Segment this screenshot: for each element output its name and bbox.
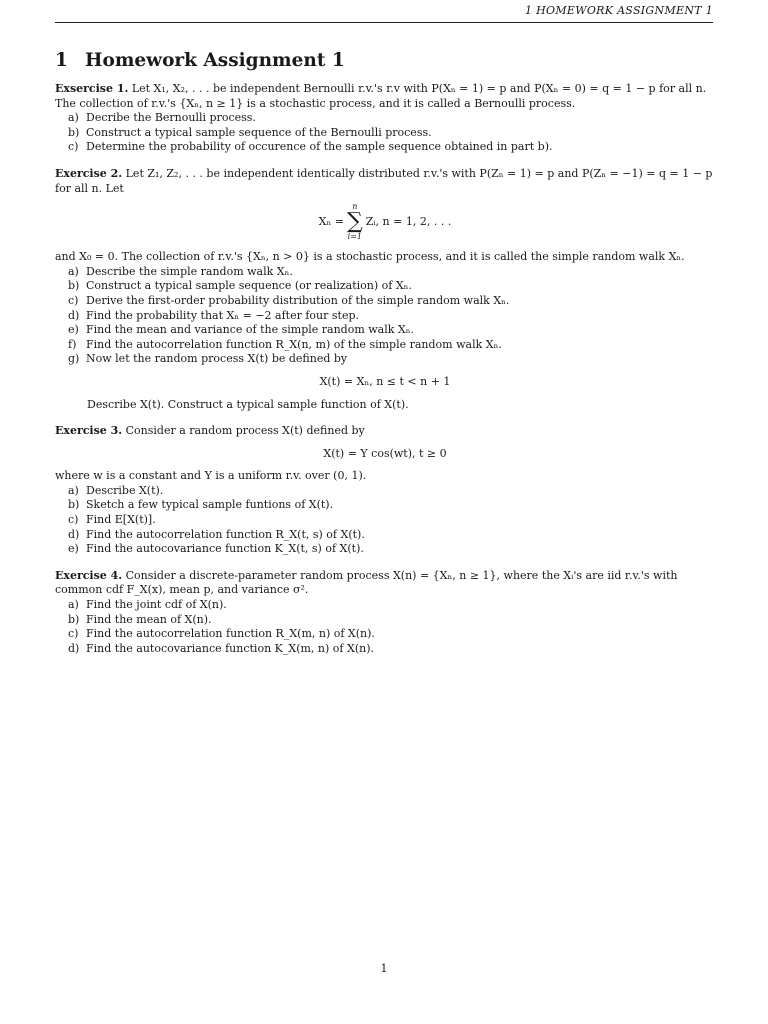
item-label: f) — [68, 337, 77, 351]
random-walk-equation — [55, 202, 715, 242]
exercise-1-label: Exsercise 1. — [55, 82, 129, 95]
exercise-4-text: Consider a discrete-parameter random process X(n) = {Xₙ, n ≥ 1}, where the Xᵢ's are iid r.v.'s with common cdf F_X(x), mean p, and variance σ². — [55, 568, 678, 597]
equation-rhs: Zᵢ, n = 1, 2, . . . — [365, 214, 452, 228]
running-header: 1 HOMEWORK ASSIGNMENT 1 — [55, 4, 713, 23]
item-label: e) — [68, 323, 79, 337]
exercise-4 — [55, 569, 715, 657]
list-item — [55, 642, 715, 657]
item-label: b) — [68, 612, 80, 626]
item-text: Find the joint cdf of X(n). — [86, 598, 227, 612]
item-label: a) — [68, 111, 79, 125]
item-text: Find the autocorrelation function R_X(n, m) of the simple random walk Xₙ. — [86, 337, 502, 351]
exercise-1 — [55, 82, 715, 155]
item-label: a) — [68, 264, 79, 278]
exercise-1-text: Let X₁, X₂, . . . be independent Bernoulli r.v.'s r.v with P(Xₙ = 1) = p and P(Xₙ = 0) = q = 1 − p for all n. The collection of r.v.'s {Xₙ, n ≥ 1} is a stochastic process, and it is called a Bernoulli process. — [55, 82, 707, 110]
section-title-text: Homework Assignment 1 — [85, 50, 345, 71]
exercise-2-label: Exercise 2. — [55, 166, 123, 180]
list-item — [55, 126, 715, 141]
exercise-2-intro — [55, 167, 715, 196]
item-text: Find the autocovariance function K_X(m, n) of X(n). — [86, 641, 374, 655]
list-item — [55, 542, 715, 557]
process-definition-equation: X(t) = Xₙ, n ≤ t < n + 1 — [319, 374, 451, 388]
exercise-2-after-text: and X₀ = 0. The collection of r.v.'s {Xₙ, n > 0} is a stochastic process, and it is called the simple random walk Xₙ. — [55, 250, 685, 264]
item-g-description: Describe X(t). Construct a typical sample function of X(t). — [87, 397, 409, 411]
section-number: 1 — [55, 50, 68, 71]
summation-upper-limit: n — [352, 202, 358, 212]
equation-lhs: Xₙ = — [318, 214, 344, 228]
item-text: Find the mean of X(n). — [86, 612, 212, 626]
exercise-3-intro — [55, 424, 715, 439]
list-item — [55, 528, 715, 543]
sigma-glyph: ∑ — [346, 209, 363, 235]
item-label: d) — [68, 641, 80, 655]
item-text: Find the autocorrelation function R_X(t, s) of X(t). — [86, 527, 365, 541]
exercise-2-text: Let Z₁, Z₂, . . . be independent identically distributed r.v.'s with P(Zₙ = 1) = p and P(Zₙ = −1) = q = 1 − p for all n. Let — [55, 166, 713, 195]
item-label: d) — [68, 527, 80, 541]
item-text: Describe the simple random walk Xₙ. — [86, 264, 293, 278]
item-label: b) — [68, 279, 80, 293]
item-label: d) — [68, 308, 80, 322]
list-item — [55, 613, 715, 628]
item-text: Find the mean and variance of the simple random walk Xₙ. — [86, 323, 414, 337]
list-item — [55, 352, 715, 367]
list-item — [55, 140, 715, 155]
item-text: Find E[X(t)]. — [86, 513, 156, 527]
exercise-1-intro — [55, 82, 715, 111]
item-text: Now let the random process X(t) be defined by — [86, 352, 348, 366]
item-label: e) — [68, 542, 79, 556]
item-label: g) — [68, 352, 80, 366]
item-text: Sketch a few typical sample funtions of X(t). — [86, 498, 334, 512]
exercise-3-text: Consider a random process X(t) defined by — [125, 424, 365, 438]
summation-symbol — [347, 202, 363, 242]
item-label: c) — [68, 627, 79, 641]
list-item — [55, 323, 715, 338]
exercise-3 — [55, 424, 715, 557]
page-number: 1 — [380, 962, 388, 975]
exercise-4-intro — [55, 569, 715, 598]
list-item — [55, 279, 715, 294]
cosine-process-equation: X(t) = Y cos(wt), t ≥ 0 — [323, 446, 447, 460]
exercise-4-label: Exercise 4. — [55, 568, 123, 582]
list-item — [55, 338, 715, 353]
item-label: a) — [68, 483, 79, 497]
item-label: c) — [68, 140, 79, 154]
exercise-3-label: Exercise 3. — [55, 424, 123, 438]
item-text: Derive the first-order probability distribution of the simple random walk Xₙ. — [86, 293, 510, 307]
list-item — [55, 484, 715, 499]
item-text: Describe X(t). — [86, 483, 164, 497]
item-label: b) — [68, 125, 80, 139]
exercise-2 — [55, 167, 715, 412]
list-item — [55, 627, 715, 642]
item-text: Find the probability that Xₙ = −2 after four step. — [86, 308, 359, 322]
list-item — [55, 309, 715, 324]
summation-lower-limit: i=1 — [347, 232, 363, 242]
exercise-3-after-text: where w is a constant and Y is a uniform r.v. over (0, 1). — [55, 469, 367, 483]
list-item — [55, 111, 715, 126]
section-title — [55, 50, 345, 71]
list-item — [55, 598, 715, 613]
item-text: Decribe the Bernoulli process. — [86, 111, 256, 125]
item-label: a) — [68, 598, 79, 612]
list-item — [55, 294, 715, 309]
item-text: Determine the probability of occurence of the sample sequence obtained in part b). — [86, 140, 553, 154]
list-item — [55, 513, 715, 528]
list-item — [55, 498, 715, 513]
item-text: Find the autocovariance function K_X(t, s) of X(t). — [86, 542, 364, 556]
list-item — [55, 265, 715, 280]
item-label: c) — [68, 513, 79, 527]
document-body — [55, 82, 715, 668]
item-label: c) — [68, 293, 79, 307]
item-text: Construct a typical sample sequence of the Bernoulli process. — [86, 125, 432, 139]
item-text: Find the autocorrelation function R_X(m, n) of X(n). — [86, 627, 375, 641]
item-label: b) — [68, 498, 80, 512]
item-text: Construct a typical sample sequence (or realization) of Xₙ. — [86, 279, 412, 293]
